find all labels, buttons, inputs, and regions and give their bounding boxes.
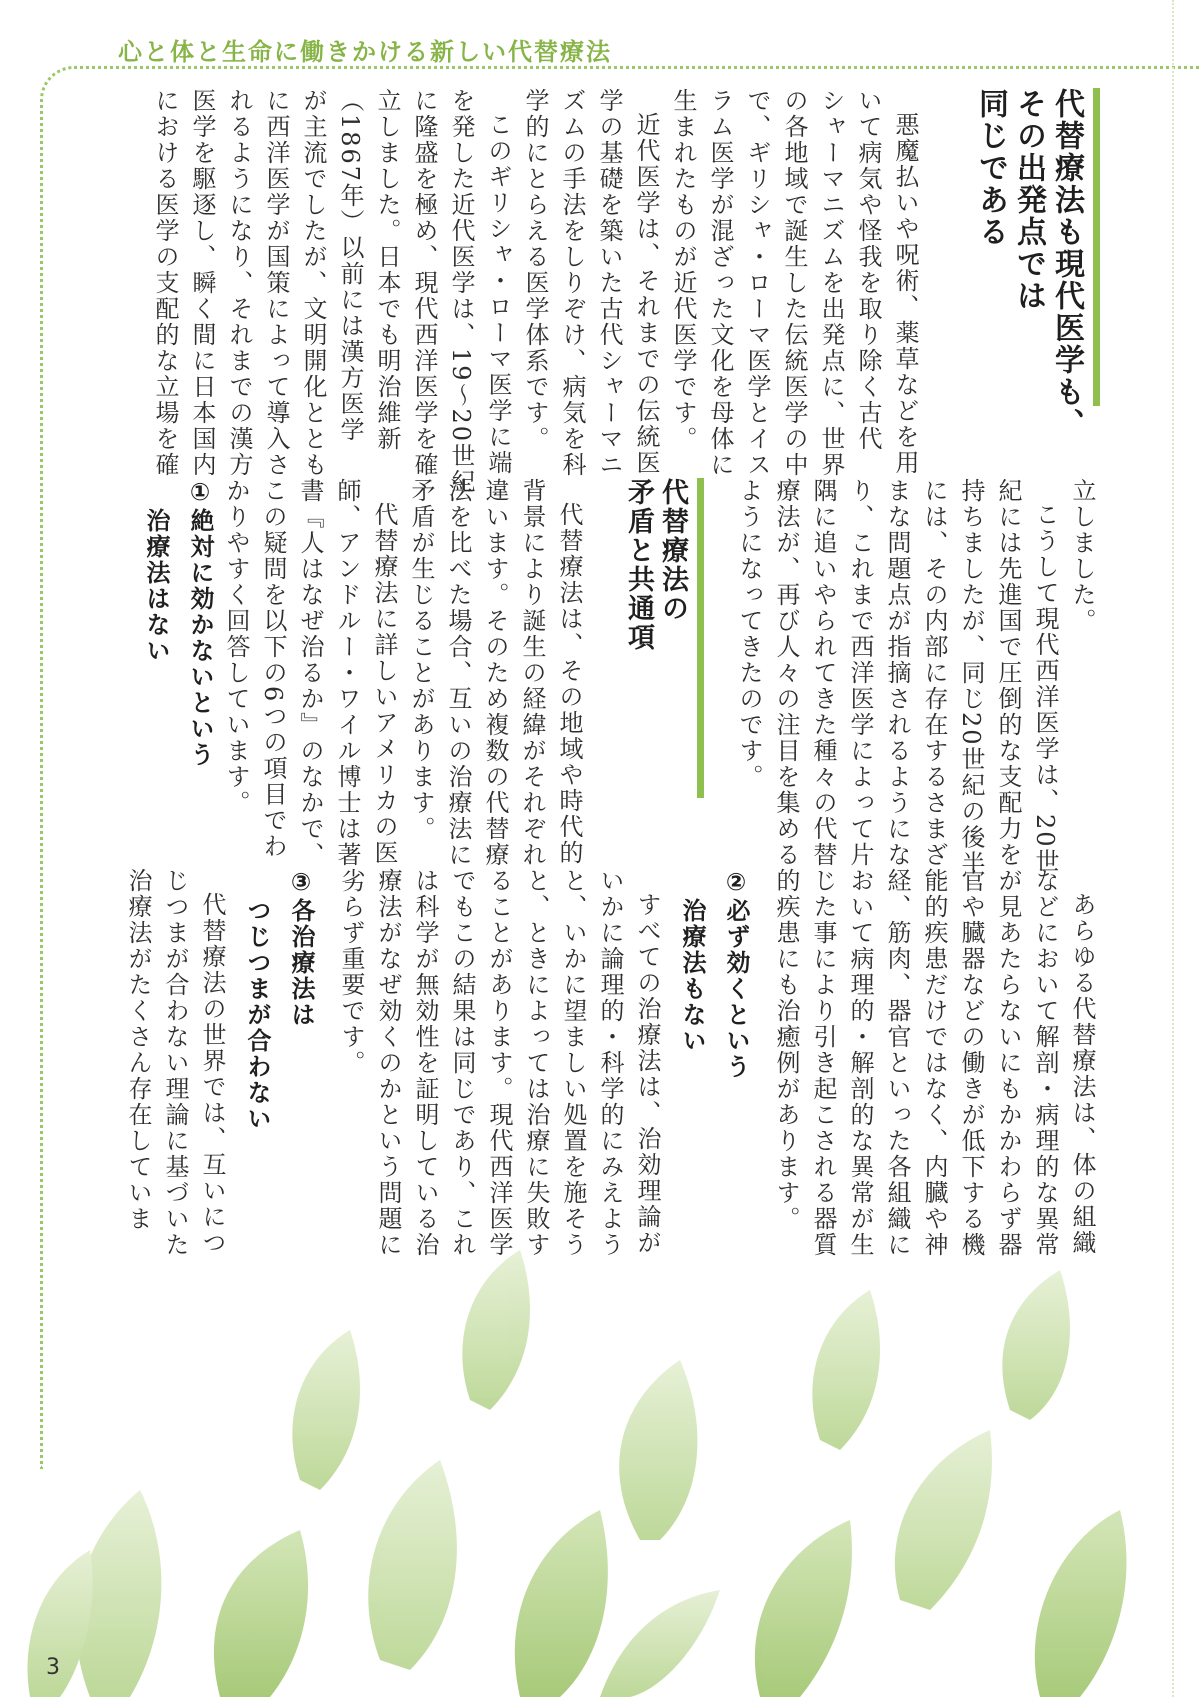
text-line: 劣らず重要です。 — [337, 868, 365, 1076]
section2-heading-line: 矛盾と共通項 — [623, 478, 654, 652]
text-line: すべての治療法は、治効理論が — [633, 892, 661, 1256]
section1-heading-line: その出発点では — [1011, 88, 1046, 312]
text-line: 悪魔払いや呪術、薬草などを用 — [891, 112, 919, 476]
section2-heading-line: 代替療法の — [657, 478, 688, 623]
text-line: 学的にとらえる医学体系です。 — [521, 88, 549, 452]
item2-heading-line: ②必ず効くという — [722, 868, 750, 1080]
text-line: 違います。そのため複数の代替療 — [481, 478, 509, 868]
section2-heading — [621, 478, 704, 798]
text-line: が主流でしたが、文明開化ととも — [299, 88, 327, 478]
text-line: このギリシャ・ローマ医学に端 — [484, 112, 512, 476]
section1-paragraph4 — [1063, 478, 1100, 634]
text-line: 能的疾患だけではなく、内臓や神 — [920, 868, 948, 1258]
text-line: 代替療法は、その地域や時代的 — [555, 502, 583, 866]
text-line: いて病気や怪我を取り除く古代 — [854, 88, 882, 452]
text-line: 師、アンドルー・ワイル博士は著 — [333, 478, 361, 868]
leaves-illustration — [0, 1240, 1200, 1697]
heading-accent-bar — [1093, 88, 1100, 406]
item3-heading-line: ③各治療法は — [287, 868, 315, 1028]
bottom-tier — [124, 868, 1100, 1258]
text-line: ようになってきたのです。 — [735, 478, 763, 790]
text-line: 立しました。日本でも明治維新 — [373, 88, 401, 452]
section1-heading-line: 代替療法も現代医学も、 — [1049, 88, 1084, 440]
text-line: シャーマニズムを出発点に、世界 — [817, 88, 845, 478]
text-line: 生まれたものが近代医学です。 — [669, 88, 697, 452]
text-line: 療法がなぜ効くのかという問題に — [374, 868, 402, 1258]
item3-heading-line: つじつまが合わない — [243, 898, 271, 1132]
text-line: は科学が無効性を証明している治 — [411, 868, 439, 1258]
page-header-title: 心と体と生命に働きかける新しい代替療法 — [118, 38, 612, 66]
text-line: 治療法がたくさん存在していま — [124, 868, 152, 1232]
text-line: 書『人はなぜ治るか』のなかで、 — [296, 478, 324, 868]
text-line: でもこの結果は同じであり、これ — [448, 868, 476, 1258]
text-line: 療法が、再び人々の注目を集める — [772, 478, 800, 868]
text-line: を発した近代医学は、19〜20世紀 — [447, 88, 475, 496]
item1-heading-line: ①絶対に効かないという — [186, 478, 214, 768]
section1-paragraph3 — [146, 88, 516, 495]
section1-heading — [971, 88, 1100, 440]
text-line: に西洋医学が国策によって導入さ — [262, 88, 290, 478]
item1-heading — [129, 478, 217, 768]
text-line: ることがあります。現代西洋医学 — [485, 868, 513, 1258]
item2-body — [332, 868, 665, 1258]
text-line: まな問題点が指摘されるようにな — [883, 478, 911, 868]
text-line: 紀には先進国で圧倒的な支配力を — [994, 478, 1022, 868]
middle-tier — [130, 478, 1100, 877]
text-line: この疑問を以下の6つの項目でわ — [259, 478, 287, 860]
item3-body — [119, 868, 230, 1258]
text-line: （1867年）以前には漢方医学 — [336, 88, 364, 444]
text-line: 代替療法の世界では、互いにつ — [198, 892, 226, 1256]
section1-heading-line: 同じである — [973, 88, 1008, 248]
text-line: いかに論理的・科学的にみえよう — [596, 868, 624, 1258]
text-line: には、その内部に存在するさまざ — [920, 478, 948, 868]
text-line: 隅に追いやられてきた種々の代替 — [809, 478, 837, 868]
text-line: かりやすく回答しています。 — [222, 478, 250, 816]
text-line: 官や臓器などの働きが低下する機 — [957, 868, 985, 1258]
top-tier — [130, 88, 1100, 496]
section2-paragraph1 — [402, 478, 587, 868]
item2-heading — [665, 868, 753, 1080]
section1-paragraph5 — [730, 478, 1063, 877]
section1-paragraph1 — [664, 88, 923, 478]
text-line: おいて病理的・解剖的な異常が生 — [846, 868, 874, 1258]
text-line: じつまが合わない理論に基づいた — [161, 868, 189, 1258]
text-line: ラム医学が混ざった文化を母体に — [706, 88, 734, 478]
text-line: の各地域で誕生した伝統医学の中 — [780, 88, 808, 478]
text-line: 矛盾が生じることがあります。 — [407, 478, 435, 842]
text-line: が見あたらないにもかかわらず器 — [994, 868, 1022, 1258]
text-line: あらゆる代替療法は、体の組織 — [1068, 892, 1096, 1256]
item1-heading-line: 治療法はない — [142, 508, 170, 664]
text-line: 持ちましたが、同じ20世紀の後半 — [957, 478, 985, 877]
text-line: 法を比べた場合、互いの治療法に — [444, 478, 472, 868]
item1-body — [767, 868, 1100, 1258]
text-line: と、ときによっては治療に失敗す — [522, 868, 550, 1258]
text-line: 的疾患にも治癒例があります。 — [772, 868, 800, 1232]
text-line: などにおいて解剖・病理的な異常 — [1031, 868, 1059, 1258]
text-line: 近代医学は、それまでの伝統医 — [632, 112, 660, 476]
text-line: で、ギリシャ・ローマ医学とイス — [743, 88, 771, 478]
text-line: 学の基礎を築いた古代シャーマニ — [595, 88, 623, 478]
text-line: 立しました。 — [1068, 478, 1096, 634]
text-line: における医学の支配的な立場を確 — [151, 88, 179, 478]
item2-heading-line: 治療法もない — [678, 898, 706, 1054]
text-line: こうして現代西洋医学は、20世 — [1031, 502, 1059, 875]
text-line: じた事により引き起こされる器質 — [809, 868, 837, 1258]
text-line: に隆盛を極め、現代西洋医学を確 — [410, 88, 438, 478]
text-line: 代替療法に詳しいアメリカの医 — [370, 502, 398, 866]
section2-paragraph2 — [217, 478, 402, 868]
heading-accent-bar — [697, 478, 704, 798]
text-line: 経、筋肉、器官といった各組織に — [883, 868, 911, 1258]
text-line: 医学を駆逐し、瞬く間に日本国内 — [188, 88, 216, 478]
text-line: れるようになり、それまでの漢方 — [225, 88, 253, 478]
text-line: 背景により誕生の経緯がそれぞれ — [518, 478, 546, 868]
section1-paragraph2 — [516, 88, 664, 478]
text-line: ズムの手法をしりぞけ、病気を科 — [558, 88, 586, 478]
text-line: り、これまで西洋医学によって片 — [846, 478, 874, 868]
item3-heading — [230, 868, 318, 1132]
text-line: と、いかに望ましい処置を施そう — [559, 868, 587, 1258]
page-number: 3 — [46, 1655, 60, 1680]
